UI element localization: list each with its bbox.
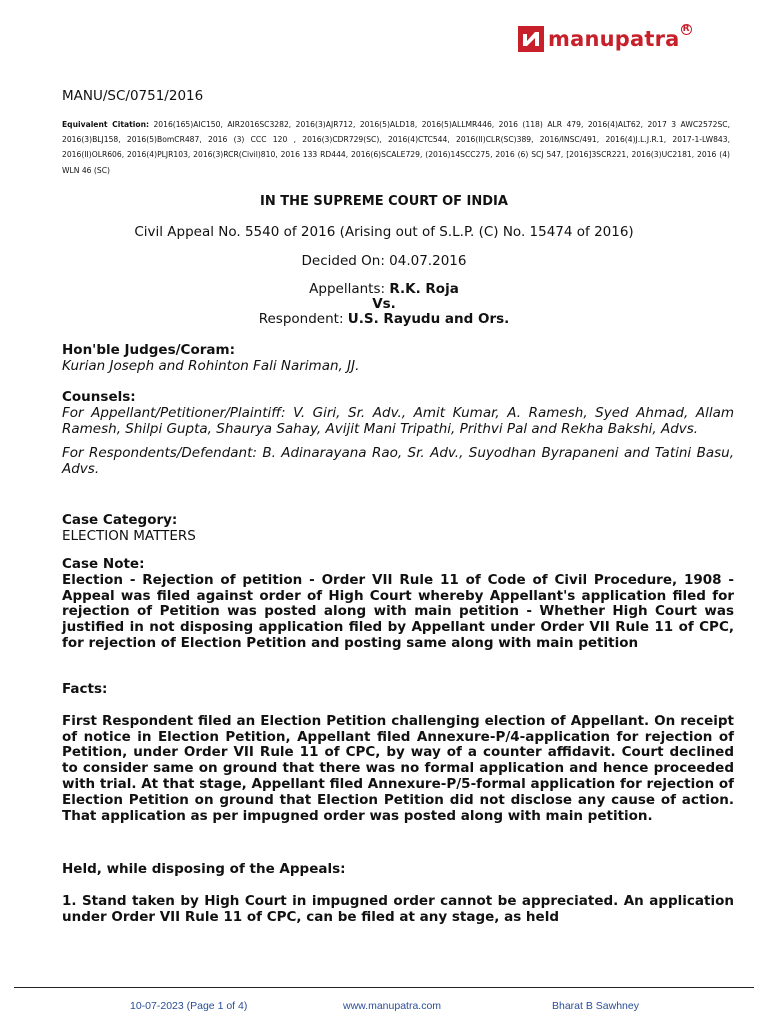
category-text: ELECTION MATTERS (62, 527, 196, 544)
case-note-text: Election - Rejection of petition - Order VII Rule 11 of Code of Civil Procedure, 1908 - Appeal was filed against order of High Court whereby Appellant's application filed for rejection of Petition was posted along with main petition - Whether High Court was justified in not disposing application filed by Appellant under Order VII Rule 11 of CPC, for rejection of Election Petition and posting same along with main petition (62, 571, 734, 651)
case-note-section (62, 557, 734, 652)
footer-site-link[interactable]: www.manupatra.com (343, 1000, 442, 1012)
counsels-section (62, 390, 734, 478)
judges-text: Kurian Joseph and Rohinton Fali Nariman, JJ. (62, 357, 360, 374)
versus: Vs. (372, 296, 396, 312)
logo-mark-icon (518, 26, 544, 52)
appellant-counsel: For Appellant/Petitioner/Plaintiff: V. Giri, Sr. Adv., Amit Kumar, A. Ramesh, Syed Ahmad, Allam Ramesh, Shilpi Gupta, Shaurya Sahay, Avijit Mani Tripathi, Prithvi Pal and Rekha Bakshi, Advs. (62, 404, 734, 437)
category-heading: Case Category: (62, 512, 178, 528)
appeal-number: Civil Appeal No. 5540 of 2016 (Arising out of S.L.P. (C) No. 15474 of 2016) (134, 224, 634, 240)
logo-text: manupatra (548, 27, 680, 51)
manu-citation-id: MANU/SC/0751/2016 (62, 88, 204, 104)
case-note-heading: Case Note: (62, 556, 145, 572)
equivalent-citation-text: 2016(165)AIC150, AIR2016SC3282, 2016(3)AJR712, 2016(5)ALD18, 2016(5)ALLMR446, 2016 (118) ALR 479, 2016(4)ALT62, 2017 3 AWC2572SC, 2016(3)BLJ158, 2016(5)BomCR487, 2016 (3) CCC 120 , 2016(3)CDR729(SC), 2016(4)CTC544, 2016(II)CLR(SC)389, 2016/INSC/491, 2016(4)J.L.J.R.1, 2017-1-LW843, 2016(II)OLR606, 2016(4)PLJR103, 2016(3)RCR(Civil)810, 2016 133 RD444, 2016(6)SCALE729, (2016)14SCC275, 2016 (6) SCJ 547, [2016]3SCR221, 2016(3)UC2181, 2016 (4) WLN 46 (SC) (62, 120, 730, 175)
decided-date: Decided On: 04.07.2016 (301, 253, 467, 269)
facts-text: First Respondent filed an Election Petition challenging election of Appellant. On receipt of notice in Election Petition, Appellant filed Annexure-P/4-application for rejection of Petition, under Order VII Rule 11 of CPC, by way of a counter affidavit. Court declined to consider same on ground that there was no formal application and hence proceeded with trial. At that stage, Appellant filed Annexure-P/5-formal application for rejection of Election Petition on ground that Election Petition did not disclose any cause of action. That application as per impugned order was posted along with main petition. (62, 712, 734, 824)
court-name: IN THE SUPREME COURT OF INDIA (260, 194, 508, 209)
equivalent-citation-label: Equivalent Citation: (62, 120, 150, 129)
category-section (62, 513, 734, 545)
footer-date-page: 10-07-2023 (Page 1 of 4) (130, 1000, 248, 1012)
held-heading: Held, while disposing of the Appeals: (62, 861, 346, 877)
footer-divider (14, 987, 754, 988)
respondent-counsel: For Respondents/Defendant: B. Adinarayana Rao, Sr. Adv., Suyodhan Byrapaneni and Tatini Basu, Advs. (62, 445, 734, 478)
judges-heading: Hon'ble Judges/Coram: (62, 342, 235, 358)
held-text: 1. Stand taken by High Court in impugned order cannot be appreciated. An application under Order VII Rule 11 of CPC, can be filed at any stage, as held (62, 892, 734, 925)
appellants-name: R.K. Roja (389, 281, 459, 297)
equivalent-citation (62, 117, 730, 178)
respondent-label: Respondent: (258, 311, 348, 327)
manupatra-logo (518, 24, 690, 52)
parties (0, 282, 768, 327)
facts-section (62, 682, 734, 824)
registered-mark: R (681, 24, 692, 35)
footer-user: Bharat B Sawhney (552, 1000, 639, 1012)
facts-heading: Facts: (62, 681, 108, 697)
held-section (62, 862, 734, 925)
counsels-heading: Counsels: (62, 389, 136, 405)
respondent-name: U.S. Rayudu and Ors. (347, 311, 510, 327)
judges-section (62, 343, 734, 375)
appellants-label: Appellants: (309, 281, 390, 297)
